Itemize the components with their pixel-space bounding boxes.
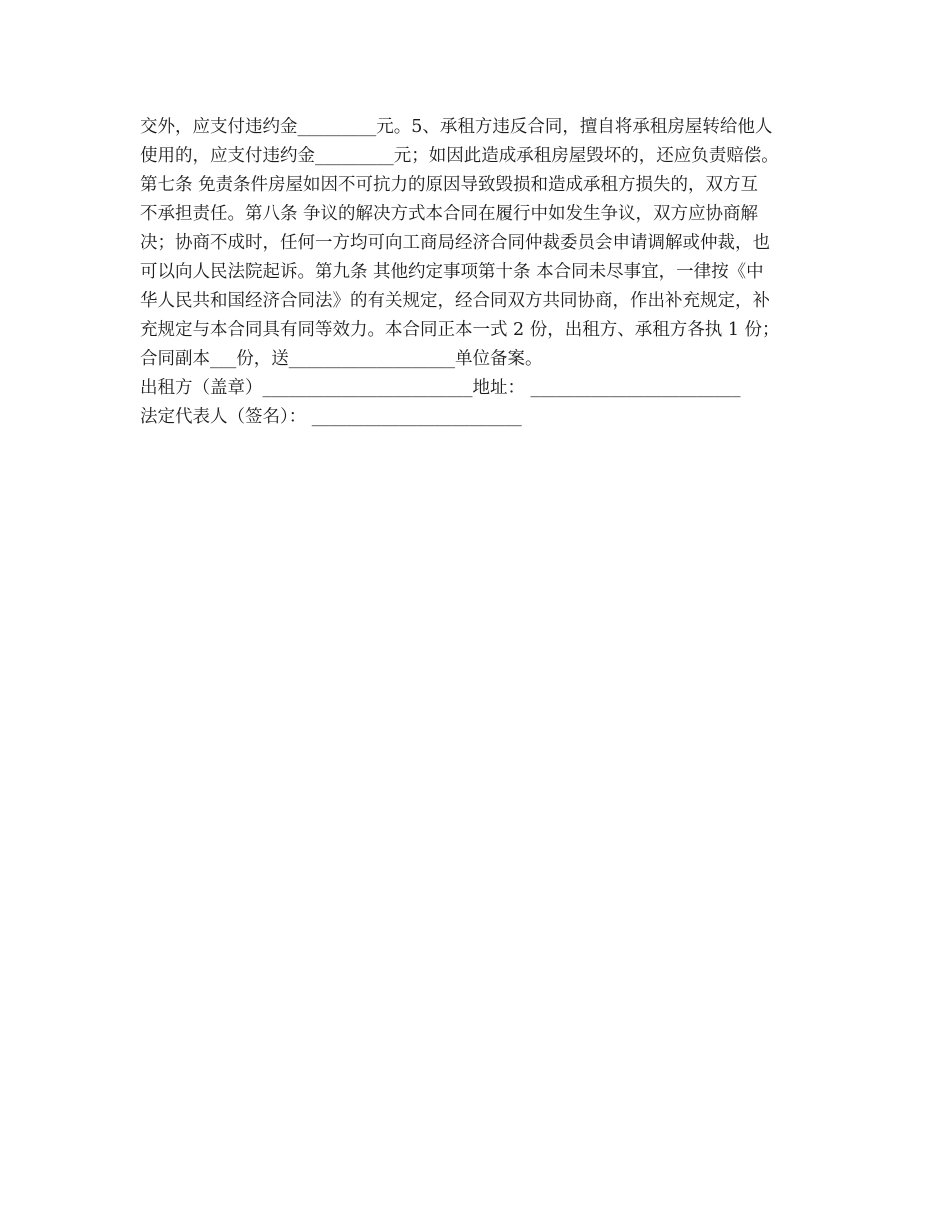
contract-body bbox=[140, 113, 840, 432]
lessor-signature-line: 出租方（盖章）________________________地址： ________________________ bbox=[140, 378, 741, 398]
contract-line-8: 充规定与本合同具有同等效力。本合同正本一式 2 份，出租方、承租方各执 1 份； bbox=[140, 320, 780, 340]
contract-line-2: 使用的，应支付违约金_________元；如因此造成承租房屋毁坏的，还应负责赔偿。 bbox=[140, 146, 779, 166]
contract-line-6: 可以向人民法院起诉。第九条 其他约定事项第十条 本合同未尽事宜，一律按《中 bbox=[140, 262, 764, 282]
contract-line-5: 决；协商不成时，任何一方均可向工商局经济合同仲裁委员会申请调解或仲裁，也 bbox=[140, 233, 770, 253]
contract-line-7: 华人民共和国经济合同法》的有关规定，经合同双方共同协商，作出补充规定，补 bbox=[140, 291, 770, 311]
contract-line-9: 合同副本___份，送___________________单位备案。 bbox=[140, 349, 543, 369]
contract-line-1: 交外，应支付违约金_________元。5、承租方违反合同，擅自将承租房屋转给他人 bbox=[140, 117, 773, 137]
legal-representative-line: 法定代表人（签名）： ________________________ bbox=[140, 407, 522, 427]
contract-line-4: 不承担责任。第八条 争议的解决方式本合同在履行中如发生争议，双方应协商解 bbox=[140, 204, 759, 224]
contract-line-3: 第七条 免责条件房屋如因不可抗力的原因导致毁损和造成承租方损失的，双方互 bbox=[140, 175, 759, 195]
